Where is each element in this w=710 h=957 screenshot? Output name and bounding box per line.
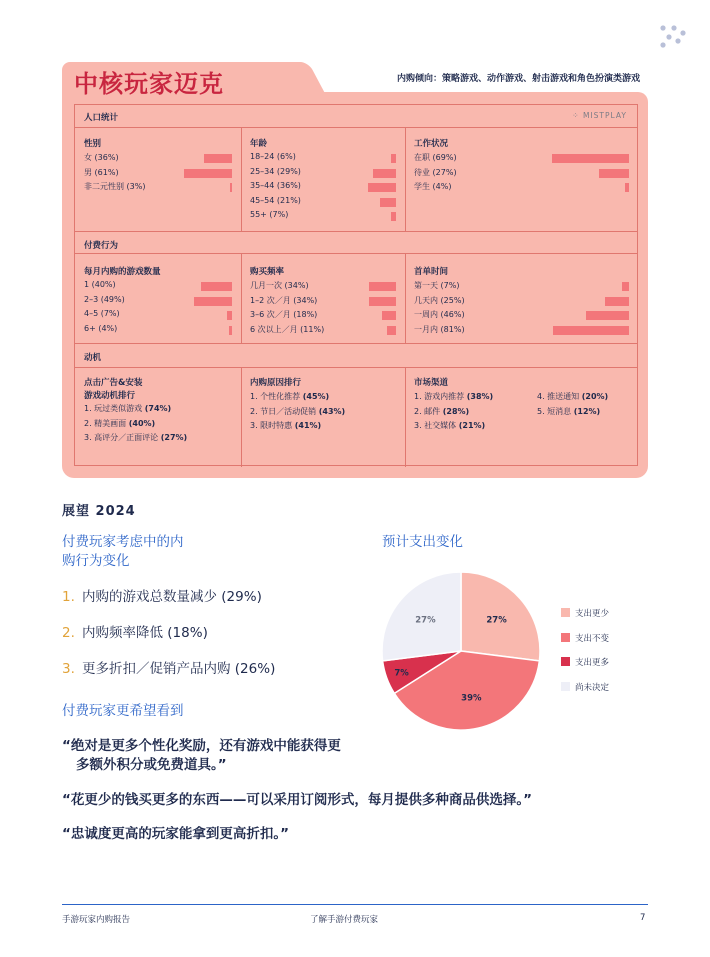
chart-title: 预计支出变化 [382, 534, 463, 550]
mistplay-wordmark: MISTPLAY [582, 111, 627, 120]
pie-data-label: 27% [415, 615, 436, 626]
page-number: 7 [640, 913, 646, 923]
stat-label: 非二元性别 (3%) [84, 182, 146, 191]
list-item: 5. 短消息 (12%) [537, 406, 601, 416]
outlook-title: 展望 2024 [62, 504, 136, 519]
wish-heading: 付费玩家更希望看到 [62, 703, 184, 719]
list-item: 2. 邮件 (28%) [414, 406, 470, 416]
stat-bar [373, 169, 396, 178]
stat-row [250, 280, 400, 292]
stat-row [84, 181, 234, 193]
purchase-reasons-list [250, 390, 345, 434]
divider [405, 253, 406, 343]
stat-label: 6 次以上／月 (11%) [250, 324, 325, 334]
pie-svg [380, 570, 542, 732]
stat-row [414, 280, 634, 292]
stat-label: 25–34 (29%) [250, 166, 301, 176]
legend-label: 支出不变 [575, 633, 610, 644]
stat-row [84, 152, 234, 164]
brand-dots-icon [658, 24, 688, 50]
stat-bar [382, 311, 396, 320]
stat-label: 6+ (4%) [84, 323, 118, 333]
list-item: 3. 社交媒体 (21%) [414, 421, 486, 430]
stat-row [250, 152, 400, 164]
mistplay-logo: ⁘ MISTPLAY [572, 111, 627, 120]
frequency-heading: 购买频率 [250, 267, 285, 277]
stat-label: 45–54 (21%) [250, 195, 301, 205]
stat-bar [553, 326, 629, 335]
stat-bar [227, 311, 232, 320]
stat-bar [201, 282, 232, 291]
stat-row [414, 295, 634, 307]
stat-row [84, 280, 234, 292]
stat-label: 待业 (27%) [414, 167, 457, 177]
stat-label: 几天内 (25%) [414, 295, 465, 305]
footer-report-title: 手游玩家内购报告 [62, 915, 131, 925]
stat-label: 一周内 (46%) [414, 310, 465, 319]
stat-row [414, 152, 634, 164]
list-item: 1. 个性化推荐 (45%) [250, 392, 330, 401]
legend-swatch [561, 682, 570, 691]
persona-table [74, 104, 638, 466]
legend-swatch [561, 608, 570, 617]
pie-data-label: 7% [394, 668, 409, 679]
divider [75, 231, 637, 232]
pie-data-label: 39% [461, 693, 482, 704]
divider [75, 343, 637, 344]
ads-heading-line2: 游戏动机排行 [84, 390, 136, 401]
monthly-heading: 每月内购的游戏数量 [84, 267, 161, 277]
stat-bar [230, 183, 232, 192]
channels-list-left [414, 390, 493, 434]
stat-row [250, 324, 400, 336]
stat-label: 在职 (69%) [414, 153, 457, 162]
change-item: 2. 内购频率降低 (18%) [62, 625, 208, 641]
stat-row [84, 295, 234, 307]
stat-bar [184, 169, 232, 178]
legend-swatch [561, 633, 570, 642]
quote: “花更少的钱买更多的东西——可以采用订阅形式，每月提供多种商品供选择。” [62, 792, 532, 808]
stat-row [84, 324, 234, 336]
quote: “忠诚度更高的玩家能拿到更高折扣。” [62, 826, 289, 842]
stat-bar [586, 311, 629, 320]
divider [241, 253, 242, 343]
stat-label: 男 (61%) [84, 167, 119, 177]
stat-label: 女 (36%) [84, 153, 119, 162]
stat-label: 4–5 (7%) [84, 309, 120, 318]
ads-motivation-heading [84, 377, 142, 402]
divider [75, 367, 637, 368]
stat-bar [229, 326, 232, 335]
pie-data-label: 27% [486, 615, 507, 626]
legend-swatch [561, 657, 570, 666]
ads-motivation-list [84, 402, 187, 446]
stat-bar [369, 282, 396, 291]
stat-bar [380, 198, 396, 207]
stat-label: 一月内 (81%) [414, 324, 465, 334]
stat-row [414, 309, 634, 321]
motivation-heading: 动机 [84, 353, 102, 363]
footer-divider [62, 904, 648, 905]
stat-label: 18–24 (6%) [250, 152, 296, 161]
divider [241, 127, 242, 231]
stat-row [250, 295, 400, 307]
list-item: 1. 玩过类似游戏 (74%) [84, 404, 172, 413]
stat-row [414, 324, 634, 336]
stat-bar [552, 154, 629, 163]
stat-row [414, 167, 634, 179]
list-item: 3. 限时特惠 (41%) [250, 421, 322, 430]
change-item: 1. 内购的游戏总数量减少 (29%) [62, 589, 262, 605]
persona-title: 中核玩家迈克 [74, 70, 224, 98]
footer-section-title: 了解手游付费玩家 [310, 915, 379, 925]
legend-label: 尚未决定 [575, 682, 610, 693]
divider [241, 367, 242, 467]
divider [75, 127, 637, 128]
stat-bar [204, 154, 232, 163]
list-item: 2. 节日／活动促销 (43%) [250, 406, 346, 416]
stat-label: 1–2 次／月 (34%) [250, 295, 318, 305]
stat-row [250, 309, 400, 321]
stat-bar [625, 183, 629, 192]
persona-preference: 内购倾向：策略游戏、动作游戏、射击游戏和角色扮演类游戏 [396, 74, 640, 84]
stat-bar [194, 297, 232, 306]
demographics-heading: 人口统计 [84, 113, 119, 123]
list-item: 3. 高评分／正面评论 (27%) [84, 433, 188, 442]
changes-heading-line1: 付费玩家考虑中的内 [62, 534, 184, 550]
stat-bar [622, 282, 629, 291]
changes-heading [62, 533, 184, 571]
payment-heading: 付费行为 [84, 241, 119, 251]
stat-row [250, 167, 400, 179]
stat-bar [391, 154, 396, 163]
stat-bar [369, 297, 396, 306]
list-item: 4. 推送通知 (20%) [537, 392, 609, 401]
channels-heading: 市场渠道 [414, 378, 449, 388]
ads-heading-line1: 点击广告&安装 [84, 378, 143, 388]
stat-label: 第一天 (7%) [414, 281, 460, 290]
legend-label: 支出更多 [575, 658, 610, 668]
first-purchase-heading: 首单时间 [414, 267, 449, 277]
stat-bar [387, 326, 396, 335]
stat-bar [391, 212, 396, 221]
stat-row [250, 181, 400, 193]
legend-label: 支出更少 [575, 609, 610, 619]
stat-bar [605, 297, 629, 306]
gender-heading: 性别 [84, 139, 102, 149]
channels-list-right [537, 390, 608, 419]
stat-label: 2–3 (49%) [84, 294, 125, 304]
stat-bar [368, 183, 396, 192]
stat-bar [599, 169, 629, 178]
divider [405, 127, 406, 231]
changes-heading-line2: 购行为变化 [62, 553, 130, 569]
employment-heading: 工作状况 [414, 139, 449, 149]
stat-row [414, 181, 634, 193]
list-item: 2. 精美画面 (40%) [84, 418, 156, 428]
change-item: 3. 更多折扣／促销产品内购 (26%) [62, 661, 276, 677]
stat-label: 3–6 次／月 (18%) [250, 310, 318, 319]
list-item: 1. 游戏内推荐 (38%) [414, 392, 494, 401]
stat-label: 35–44 (36%) [250, 181, 301, 190]
stat-row [84, 167, 234, 179]
stat-row [84, 309, 234, 321]
stat-row [250, 210, 400, 222]
purchase-reasons-heading: 内购原因排行 [250, 378, 302, 388]
spending-pie-chart [380, 570, 542, 732]
stat-label: 几月一次 (34%) [250, 281, 309, 290]
stat-row [250, 196, 400, 208]
stat-label: 学生 (4%) [414, 182, 452, 191]
stat-label: 55+ (7%) [250, 210, 289, 219]
divider [405, 367, 406, 467]
divider [75, 253, 637, 254]
quote: “绝对是更多个性化奖励，还有游戏中能获得更 多额外积分或免费道具。” [62, 738, 341, 773]
age-heading: 年龄 [250, 139, 268, 149]
stat-label: 1 (40%) [84, 280, 116, 289]
